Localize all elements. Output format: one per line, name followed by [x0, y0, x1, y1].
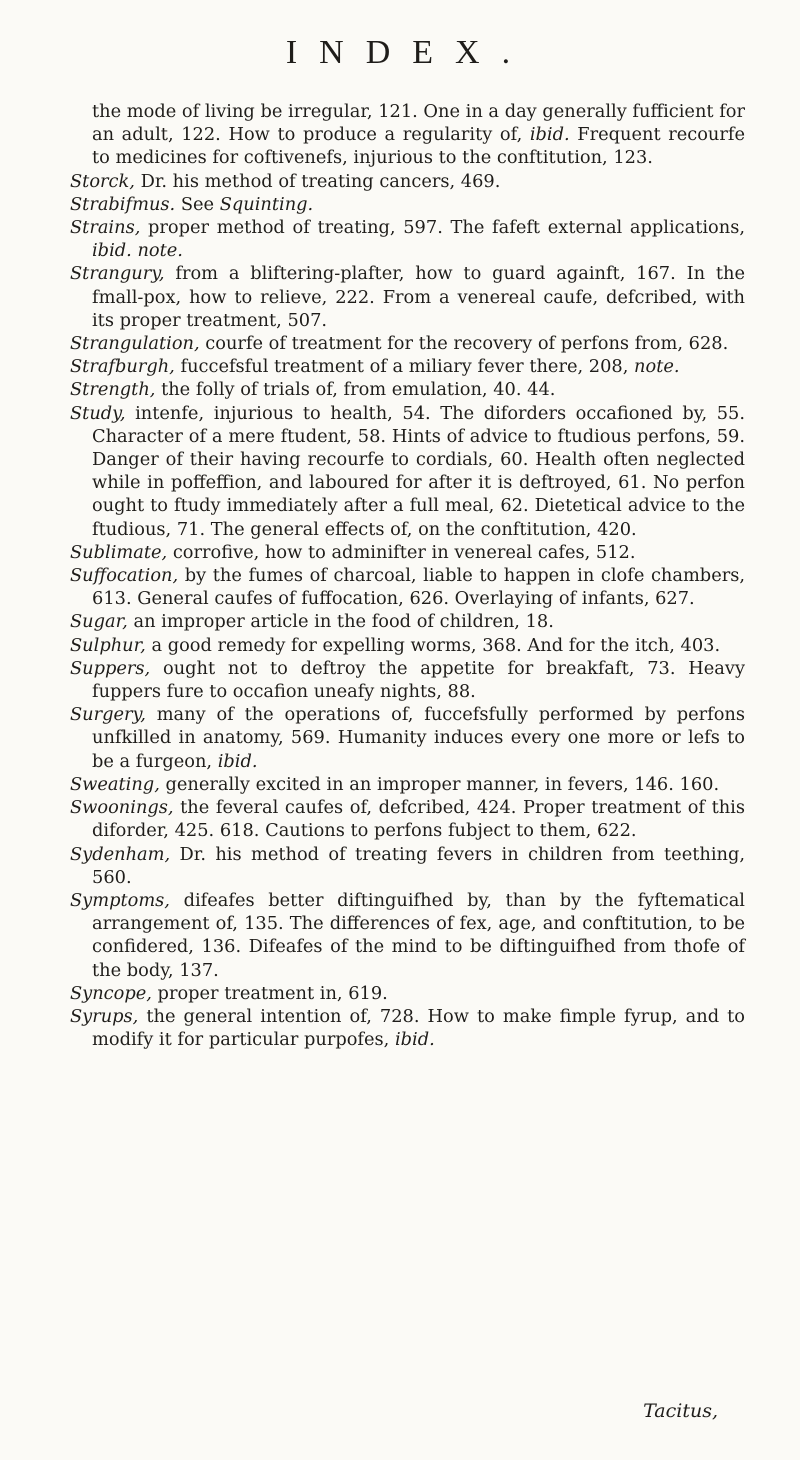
- index-entry: Syncope, proper treatment in, 619.: [70, 982, 388, 1004]
- index-entry: Sweating, generally excited in an improper manner, in fevers, 146. 160.: [70, 773, 720, 795]
- entry-headword: Sulphur,: [70, 634, 146, 656]
- index-entry: Surgery, many of the operations of, fuccefsfully performed by perfons unfkilled in anatomy, 569. Humanity induces every one more or lefs to be a furgeon, ibid.: [70, 704, 745, 772]
- entry-headword: Surgery,: [70, 704, 146, 726]
- entry-headword: Storck,: [70, 170, 135, 192]
- index-entry: Sulphur, a good remedy for expelling worms, 368. And for the itch, 403.: [70, 634, 721, 656]
- index-entry: Suppers, ought not to deftroy the appetite for breakfaft, 73. Heavy fuppers fure to occafion uneafy nights, 88.: [70, 657, 745, 703]
- entry-headword: Strangury,: [70, 263, 165, 285]
- entry-headword: Swoonings,: [70, 797, 174, 819]
- entry-headword: Symptoms,: [70, 889, 170, 911]
- catchword: Tacitus,: [643, 1400, 718, 1422]
- index-entries: [70, 100, 745, 1051]
- page-title: INDEX.: [285, 34, 533, 71]
- index-entry: Symptoms, difeafes better diftinguifhed by, than by the fyftematical arrangement of, 135. The differences of fex, age, and conftitution, to be confidered, 136. Difeafes of the mind to be diftinguifhed from thofe of the body, 137.: [70, 889, 745, 981]
- index-entry: Strangulation, courfe of treatment for the recovery of perfons from, 628.: [70, 333, 729, 355]
- entry-headword: Sugar,: [70, 611, 128, 633]
- entry-headword: Strains,: [70, 217, 141, 239]
- index-entry: Strains, proper method of treating, 597. The fafeft external applications, ibid. note.: [70, 217, 745, 262]
- entry-headword: Sydenham,: [70, 843, 171, 865]
- entry-headword: Sweating,: [70, 773, 160, 795]
- index-entry: Strength, the folly of trials of, from emulation, 40. 44.: [70, 379, 556, 401]
- index-entry: Strabifmus. See Squinting.: [70, 193, 314, 215]
- index-entry: Suffocation, by the fumes of charcoal, liable to happen in clofe chambers, 613. General caufes of fuffocation, 626. Overlaying of infants, 627.: [70, 565, 745, 610]
- index-entry: Sydenham, Dr. his method of treating fevers in children from teething, 560.: [70, 843, 745, 888]
- index-entry: Syrups, the general intention of, 728. How to make fimple fyrup, and to modify it for particular purpofes, ibid.: [70, 1005, 745, 1051]
- entry-headword: Suppers,: [70, 657, 151, 679]
- entry-headword: Syncope,: [70, 982, 152, 1004]
- entry-headword: Syrups,: [70, 1005, 139, 1027]
- index-entry: the mode of living be irregular, 121. One in a day generally fufficient for an adult, 122. How to produce a regularity of, ibid. Frequent recourfe to medicines for coftivenefs, injurious to the conftitution, 123.: [92, 101, 745, 169]
- index-entry: Sugar, an improper article in the food of children, 18.: [70, 611, 554, 633]
- index-entry: Strafburgh, fuccefsful treatment of a miliary fever there, 208, note.: [70, 356, 680, 378]
- index-entry: Strangury, from a bliftering-plafter, how to guard againft, 167. In the fmall-pox, how to relieve, 222. From a venereal caufe, defcribed, with its proper treatment, 507.: [70, 263, 745, 331]
- entry-headword: Strafburgh,: [70, 356, 175, 378]
- index-entry: Storck, Dr. his method of treating cancers, 469.: [70, 170, 501, 192]
- index-entry: Swoonings, the feveral caufes of, defcribed, 424. Proper treatment of this diforder, 425. 618. Cautions to perfons fubject to them, 622.: [70, 797, 745, 842]
- entry-headword: Sublimate,: [70, 541, 168, 563]
- entry-headword: Suffocation,: [70, 565, 179, 587]
- entry-headword: Study,: [70, 402, 126, 424]
- index-entry: Sublimate, corrofive, how to adminifter in venereal cafes, 512.: [70, 541, 636, 563]
- index-entry: Study, intenfe, injurious to health, 54. The diforders occafioned by, 55. Character of a mere ftudent, 58. Hints of advice to ftudious perfons, 59. Danger of their having recourfe to cordials, 60. Health often neglected while in poffeffion, and laboured for after it is deftroyed, 61. No perfon ought to ftudy immediately after a full meal, 62. Dietetical advice to the ftudious, 71. The general effects of, on the conftitution, 420.: [70, 402, 745, 540]
- entry-headword: Strangulation,: [70, 333, 200, 355]
- entry-headword: Strength,: [70, 379, 156, 401]
- entry-headword: Strabifmus.: [70, 193, 176, 215]
